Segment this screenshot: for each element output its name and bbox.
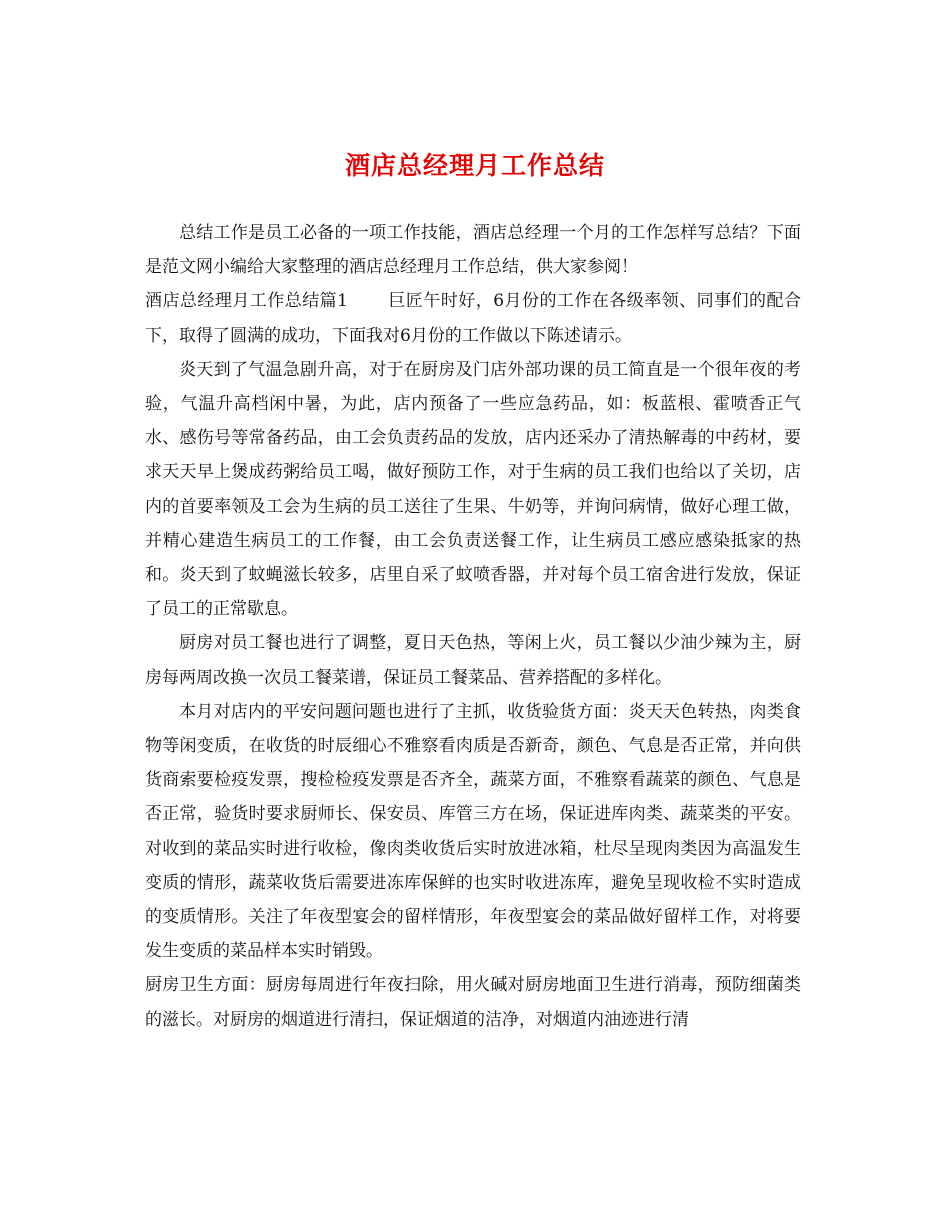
body-paragraph-2: 厨房对员工餐也进行了调整，夏日天色热，等闲上火，员工餐以少油少辣为主，厨房每两周改换一次员工餐菜谱，保证员工餐菜品、营养搭配的多样化。 bbox=[145, 633, 801, 688]
page-title: 酒店总经理月工作总结 bbox=[344, 151, 605, 180]
section-heading: 酒店总经理月工作总结篇1 bbox=[145, 291, 348, 312]
body-paragraph-4: 厨房卫生方面：厨房每周进行年夜扫除，用火碱对厨房地面卫生进行消毒，预防细菌类的滋长。对厨房的烟道进行清扫，保证烟道的洁净，对烟道内油迹进行清 bbox=[145, 975, 801, 1030]
document-body bbox=[145, 216, 801, 1037]
body-paragraph-1: 炎天到了气温急剧升高，对于在厨房及门店外部功课的员工简直是一个很年夜的考验，气温升高档闲中暑，为此，店内预备了一些应急药品，如：板蓝根、霍喷香正气水、感伤号等常备药品，由工会负责药品的发放，店内还采办了清热解毒的中药材，要求天天早上煲成药粥给员工喝，做好预防工作，对于生病的员工我们也给以了关切，店内的首要率领及工会为生病的员工送往了生果、牛奶等，并询问病情，做好心理工做，并精心建造生病员工的工作餐，由工会负责送餐工作，让生病员工感应感染抵家的热和。炎天到了蚊蝇滋长较多，店里自采了蚊喷香器，并对每个员工宿舍进行发放，保证了员工的正常歇息。 bbox=[145, 359, 801, 620]
intro-paragraph: 总结工作是员工必备的一项工作技能，酒店总经理一个月的工作怎样写总结？下面是范文网小编给大家整理的酒店总经理月工作总结，供大家参阅！ bbox=[145, 223, 801, 278]
section-lead: 巨匠午时好，6月份的工作在各级率领、同事们的配合下，取得了圆满的成功，下面我对6月份的工作做以下陈述请示。 bbox=[145, 291, 801, 346]
body-paragraph-3: 本月对店内的平安问题问题也进行了主抓，收货验货方面：炎天天色转热，肉类食物等闲变质，在收货的时辰细心不雅察看肉质是否新奇，颜色、气息是否正常，并向供货商索要检疫发票，搜检检疫发票是否齐全，蔬菜方面，不雅察看蔬菜的颜色、气息是否正常，验货时要求厨师长、保安员、库管三方在场，保证进库肉类、蔬菜类的平安。对收到的菜品实时进行收检，像肉类收货后实时放进冰箱，杜尽呈现肉类因为高温发生变质的情形，蔬菜收货后需要进冻库保鲜的也实时收进冻库，避免呈现收检不实时造成的变质情形。关注了年夜型宴会的留样情形，年夜型宴会的菜品做好留样工作，对将要发生变质的菜品样本实时销毁。 bbox=[145, 701, 801, 962]
section-paragraph bbox=[145, 284, 801, 352]
